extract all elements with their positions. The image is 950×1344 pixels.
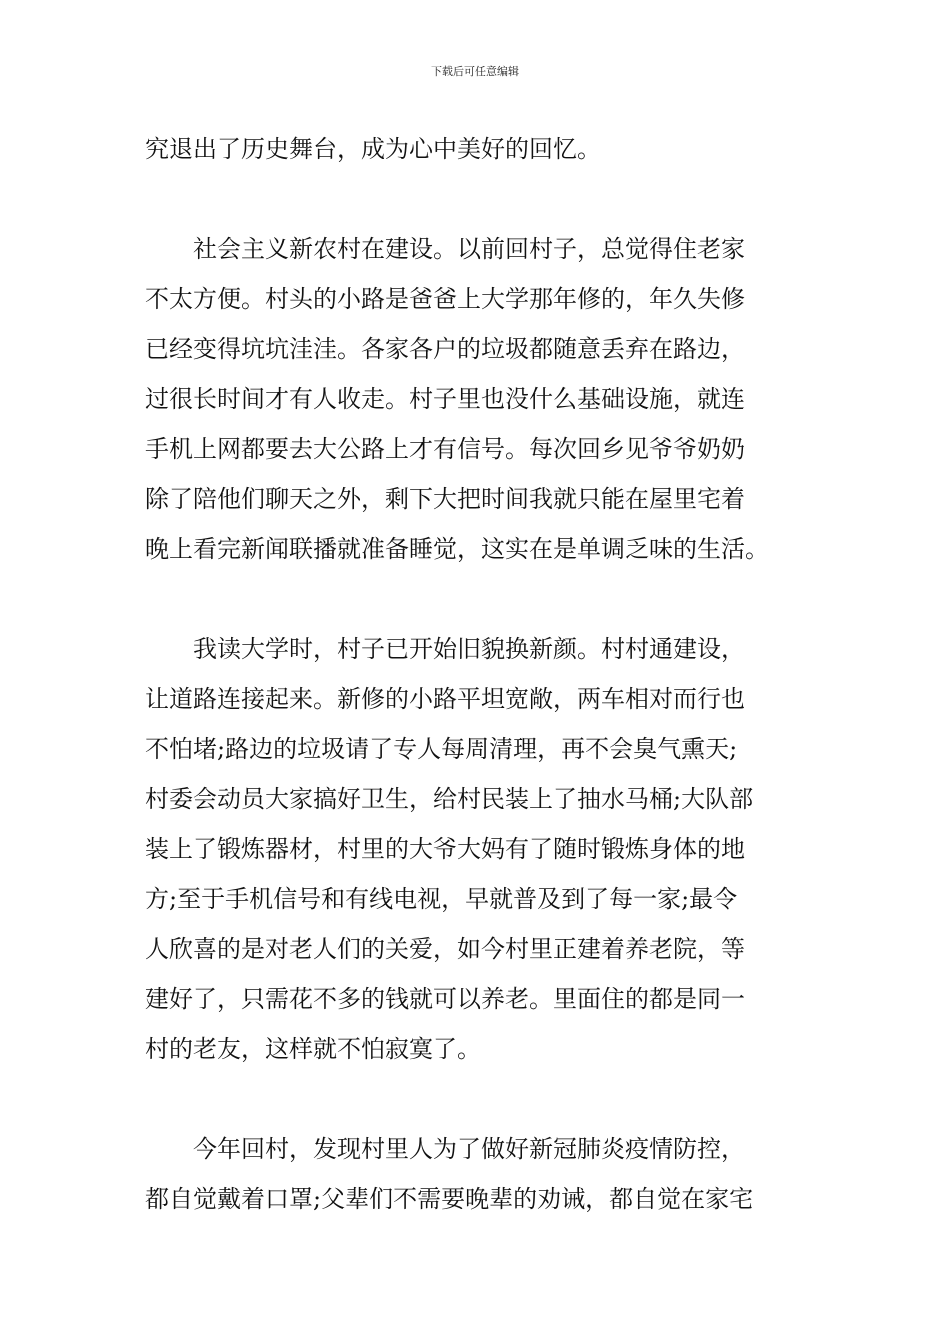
text-line: 建好了，只需花不多的钱就可以养老。里面住的都是同一 bbox=[145, 985, 745, 1013]
text-line: 手机上网都要去大公路上才有信号。每次回乡见爷爷奶奶 bbox=[145, 435, 745, 463]
text-line: 村委会动员大家搞好卫生，给村民装上了抽水马桶;大队部 bbox=[145, 785, 754, 813]
page-header: 下载后可任意编辑 bbox=[431, 65, 519, 78]
text-line: 今年回村，发现村里人为了做好新冠肺炎疫情防控， bbox=[145, 1135, 745, 1163]
text-line: 社会主义新农村在建设。以前回村子，总觉得住老家 bbox=[145, 235, 745, 263]
text-line: 人欣喜的是对老人们的关爱，如今村里正建着养老院，等 bbox=[145, 935, 745, 963]
text-line: 除了陪他们聊天之外，剩下大把时间我就只能在屋里宅着 bbox=[145, 485, 745, 513]
text-line: 让道路连接起来。新修的小路平坦宽敞，两车相对而行也 bbox=[145, 685, 745, 713]
text-line: 晚上看完新闻联播就准备睡觉，这实在是单调乏味的生活。 bbox=[145, 535, 769, 563]
text-line: 已经变得坑坑洼洼。各家各户的垃圾都随意丢弃在路边， bbox=[145, 335, 745, 363]
text-line: 都自觉戴着口罩;父辈们不需要晚辈的劝诫，都自觉在家宅 bbox=[145, 1185, 754, 1213]
text-line: 装上了锻炼器材，村里的大爷大妈有了随时锻炼身体的地 bbox=[145, 835, 745, 863]
text-line: 过很长时间才有人收走。村子里也没什么基础设施，就连 bbox=[145, 385, 745, 413]
text-line: 我读大学时，村子已开始旧貌换新颜。村村通建设， bbox=[145, 635, 745, 663]
text-line: 方;至于手机信号和有线电视，早就普及到了每一家;最令 bbox=[145, 885, 738, 913]
text-line: 究退出了历史舞台，成为心中美好的回忆。 bbox=[145, 135, 601, 163]
text-line: 不太方便。村头的小路是爸爸上大学那年修的，年久失修 bbox=[145, 285, 745, 313]
text-line: 不怕堵;路边的垃圾请了专人每周清理，再不会臭气熏天; bbox=[145, 735, 738, 763]
text-line: 村的老友，这样就不怕寂寞了。 bbox=[145, 1035, 481, 1063]
